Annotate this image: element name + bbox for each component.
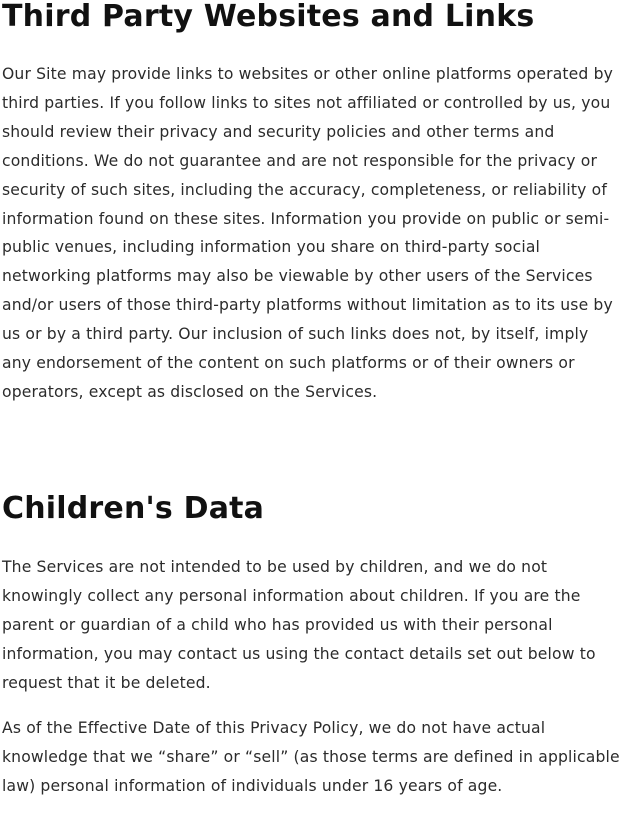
section-heading-third-party-links: Third Party Websites and Links <box>2 0 535 34</box>
paragraph-third-party-links: Our Site may provide links to websites or other online platforms operated by third parties. If you follow links to sites not affiliated or controlled by us, you should review their privacy and security policies and other terms and conditions. We do not guarantee and are not responsible for the privacy or security of such sites, including the accuracy, completeness, or reliability of information found on these sites. Information you provide on public or semi-public venues, including information you share on third-party social networking platforms may also be viewable by other users of the Services and/or users of those third-party platforms without limitation as to its use by us or by a third party. Our inclusion of such links does not, by itself, imply any endorsement of the content on such platforms or of their owners or operators, except as disclosed on the Services. <box>2 65 613 401</box>
paragraph-childrens-data-effective-date: As of the Effective Date of this Privacy Policy, we do not have actual knowledge that we “share” or “sell” (as those terms are defined in applicable law) personal information of individuals under 16 years of age. <box>2 719 620 795</box>
paragraph-childrens-data-intended-use: The Services are not intended to be used by children, and we do not knowingly collect any personal information about children. If you are the parent or guardian of a child who has provided us with their personal information, you may contact us using the contact details set out below to request that it be deleted. <box>2 558 596 692</box>
section-heading-childrens-data: Children's Data <box>2 491 265 526</box>
